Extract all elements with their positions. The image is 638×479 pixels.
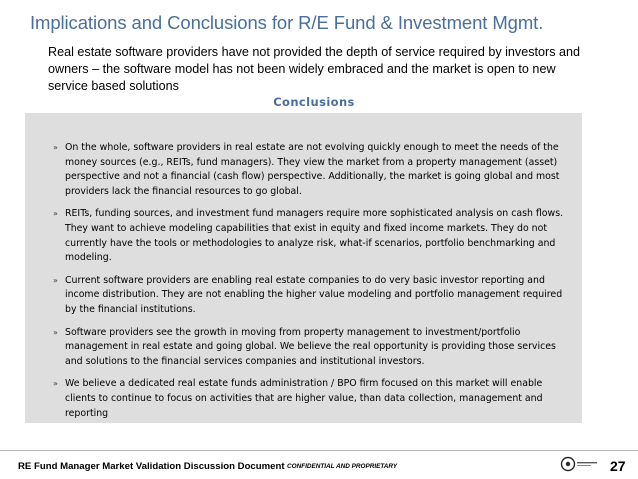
bullet-marker-icon: » <box>53 379 58 389</box>
slide-title: Implications and Conclusions for R/E Fund & Investment Mgmt. <box>30 12 544 33</box>
list-item <box>40 207 570 265</box>
conclusions-list <box>40 141 570 429</box>
intro-text: Real estate software providers have not provided the depth of service required by investors and owners – the software model has not been widely embraced and the market is open to new service based solutions <box>48 45 581 93</box>
footer-confidentiality: CONFIDENTIAL AND PROPRIETARY <box>287 463 398 470</box>
list-item <box>40 141 570 199</box>
bullet-marker-icon: » <box>53 327 58 337</box>
footer-document-title: RE Fund Manager Market Validation Discussion Document <box>18 461 285 472</box>
bullet-marker-icon: » <box>53 209 58 219</box>
bullet-text: REITs, funding sources, and investment fund managers require more sophisticated analysis on cash flows. They want to achieve modeling capabilities that exist in equity and fixed income markets. They do not currently have the tools or methodologies to analyze risk, what-if scenarios, portfolio benchmarking and modeling. <box>65 208 564 264</box>
list-item <box>40 377 570 421</box>
section-heading-conclusions: Conclusions <box>273 95 355 109</box>
footer-divider <box>0 450 638 451</box>
list-item <box>40 326 570 370</box>
bullet-text: Current software providers are enabling real estate companies to do very basic investor reporting and income distribution. They are not enabling the higher value modeling and portfolio management required by the financial institutions. <box>65 274 563 315</box>
bullet-text: Software providers see the growth in moving from property management to investment/portfolio management in real estate and going global. We believe the real opportunity is providing those services and solutions to the financial services companies and institutional investors. <box>65 326 556 367</box>
bullet-text: On the whole, software providers in real estate are not evolving quickly enough to meet the needs of the money sources (e.g., REITs, fund managers). They view the market from a property management (asset) perspective and not a financial (cash flow) perspective. Additionally, the market is going global and most providers lack the financial resources to go global. <box>65 142 560 197</box>
company-logo-icon <box>556 452 602 476</box>
bullet-marker-icon: » <box>53 143 58 152</box>
bullet-marker-icon: » <box>53 275 58 285</box>
list-item <box>40 274 570 318</box>
page-number: 27 <box>610 458 626 474</box>
bullet-text: We believe a dedicated real estate funds administration / BPO firm focused on this market will enable clients to continue to focus on activities that are higher value, than data collection, management and reporting <box>65 378 543 419</box>
